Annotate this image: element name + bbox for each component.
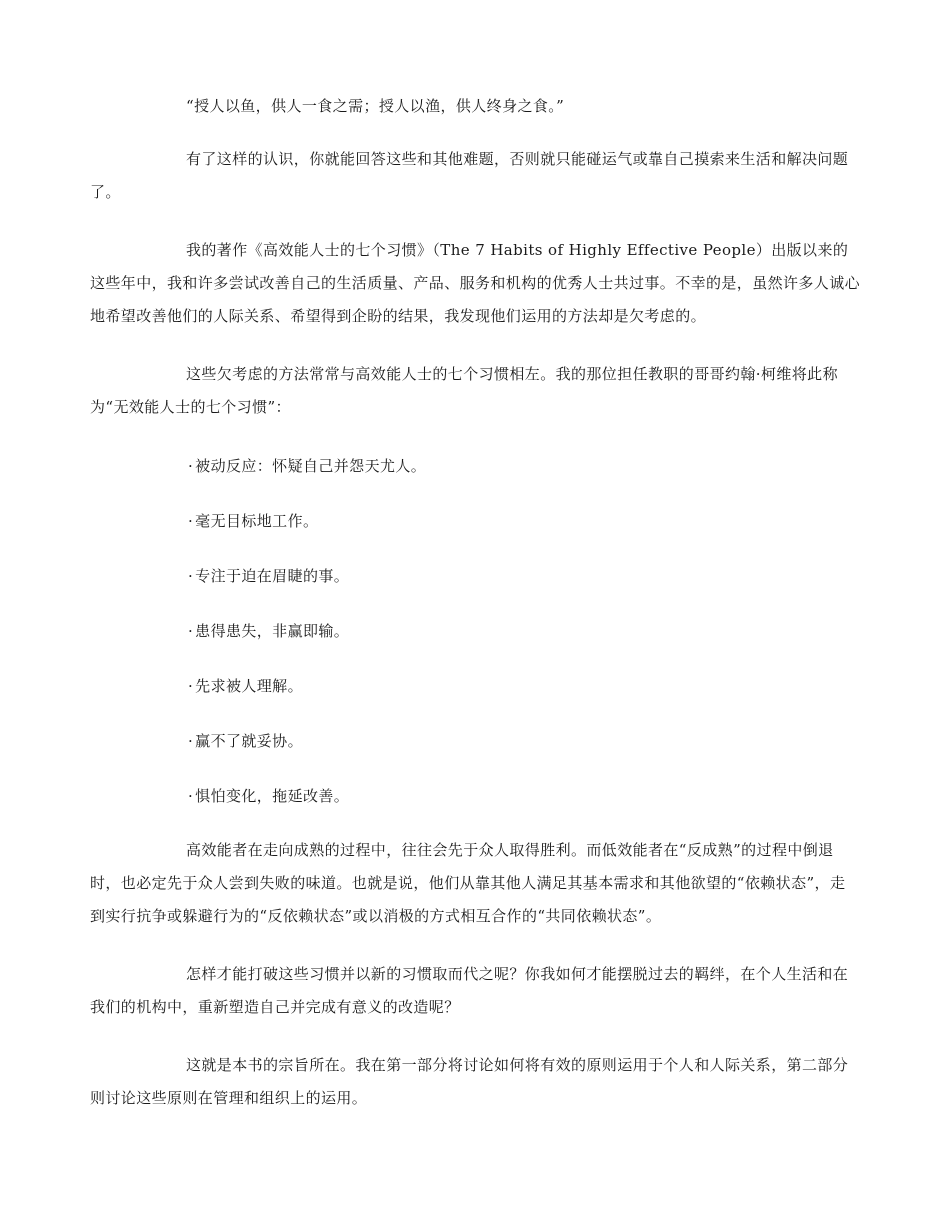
- list-item: [90, 614, 860, 648]
- bullet-icon: ·: [188, 622, 194, 640]
- list-item: [90, 779, 860, 813]
- list-item: [90, 504, 860, 538]
- bullet-icon: ·: [188, 457, 194, 475]
- list-item: [90, 724, 860, 758]
- list-item: [90, 449, 860, 483]
- bullet-icon: ·: [188, 677, 194, 695]
- body-paragraph: 有了这样的认识，你就能回答这些和其他难题，否则就只能碰运气或靠自己摸索来生活和解决问题了。: [90, 150, 849, 201]
- body-paragraph: 怎样才能打破这些习惯并以新的习惯取而代之呢？你我如何才能摆脱过去的羁绊，在个人生活和在我们的机构中，重新塑造自己并完成有意义的改造呢？: [90, 965, 849, 1016]
- body-paragraph: 我的著作《高效能人士的七个习惯》（The 7 Habits of Highly Effective People）出版以来的这些年中，我和许多尝试改善自己的生活质量、产品、服务和机构的优秀人士共过事。不幸的是，虽然许多人诚心地希望改善他们的人际关系、希望得到企盼的结果，我发现他们运用的方法却是欠考虑的。: [90, 241, 861, 325]
- bullet-icon: ·: [188, 787, 194, 805]
- list-item: [90, 669, 860, 703]
- list-item-text: 先求被人理解。: [195, 677, 303, 695]
- list-item-text: 惧怕变化，拖延改善。: [195, 787, 350, 805]
- bullet-icon: ·: [188, 732, 194, 750]
- bullet-icon: ·: [188, 512, 194, 530]
- list-item-text: 专注于迫在眉睫的事。: [195, 567, 350, 585]
- quote-paragraph: “授人以鱼，供人一食之需；授人以渔，供人终身之食。”: [186, 97, 565, 115]
- body-paragraph: 这就是本书的宗旨所在。我在第一部分将讨论如何将有效的原则运用于个人和人际关系，第二部分则讨论这些原则在管理和组织上的运用。: [90, 1056, 849, 1107]
- list-item-text: 毫无目标地工作。: [195, 512, 319, 530]
- body-paragraph: 这些欠考虑的方法常常与高效能人士的七个习惯相左。我的那位担任教职的哥哥约翰·柯维将此称为“无效能人士的七个习惯”：: [90, 365, 838, 416]
- body-paragraph: 高效能者在走向成熟的过程中，往往会先于众人取得胜利。而低效能者在“反成熟”的过程中倒退时，也必定先于众人尝到失败的味道。也就是说，他们从靠其他人满足其基本需求和其他欲望的“依赖状态”，走到实行抗争或躲避行为的“反依赖状态”或以消极的方式相互合作的“共同依赖状态”。: [90, 841, 846, 925]
- habits-list: [90, 449, 860, 813]
- list-item-text: 患得患失，非赢即输。: [195, 622, 350, 640]
- list-item-text: 被动反应：怀疑自己并怨天尤人。: [195, 457, 427, 475]
- list-item-text: 赢不了就妥协。: [195, 732, 303, 750]
- list-item: [90, 559, 860, 593]
- bullet-icon: ·: [188, 567, 194, 585]
